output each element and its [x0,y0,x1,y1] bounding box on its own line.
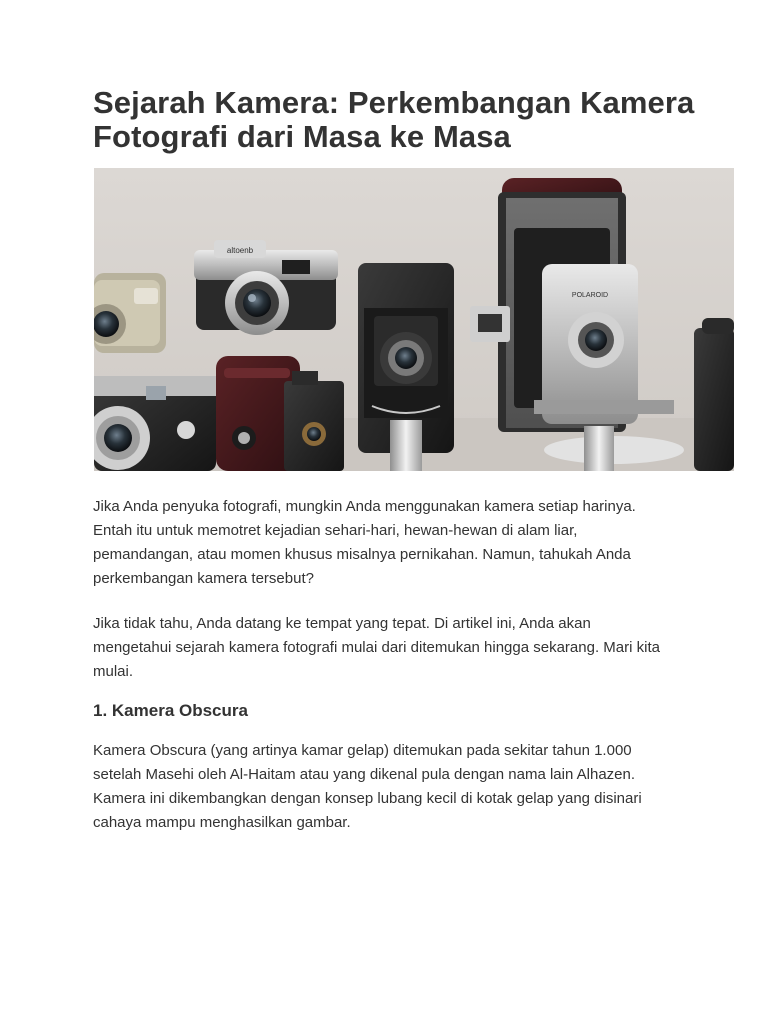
intro-paragraph-2: Jika tidak tahu, Anda datang ke tempat yang tepat. Di artikel ini, Anda akan mengetahui sejarah kamera fotografi mulai dari ditemukan hingga sekarang. Mari kita mulai. [93,615,660,680]
camera-black-bottom-left [94,376,216,471]
camera-rangefinder-chrome [194,240,338,335]
camera-label-altoenb: altoenb [226,246,254,255]
section-paragraph: Kamera Obscura (yang artinya kamar gelap) ditemukan pada sekitar tahun 1.000 setelah Masehi oleh Al-Haitam atau yang dikenal pula dengan nama lain Alhazen. Kamera ini dikembangkan dengan konsep lubang kecil di kotak gelap yang disinari cahaya mampu menghasilkan gambar. [93,742,642,831]
section-heading: 1. Kamera Obscura [93,701,248,720]
article-header [93,86,735,154]
camera-folding-bellows [358,263,454,471]
article-title: Sejarah Kamera: Perkembangan Kamera Fotografi dari Masa ke Masa [93,85,695,154]
camera-tan-left [94,273,166,353]
camera-dark-right [694,318,734,471]
camera-box-small [284,371,344,471]
hero-photo-vintage-cameras [94,168,734,471]
intro-paragraph: Jika Anda penyuka fotografi, mungkin Anda menggunakan kamera setiap harinya. Entah itu untuk memotret kejadian sehari-hari, hewan-hewan di alam liar, pemandangan, atau momen khusus misalnya pernikahan. Namun, tahukah Anda perkembangan kamera tersebut? [93,498,636,587]
camera-label-polaroid: POLAROID [571,292,609,299]
